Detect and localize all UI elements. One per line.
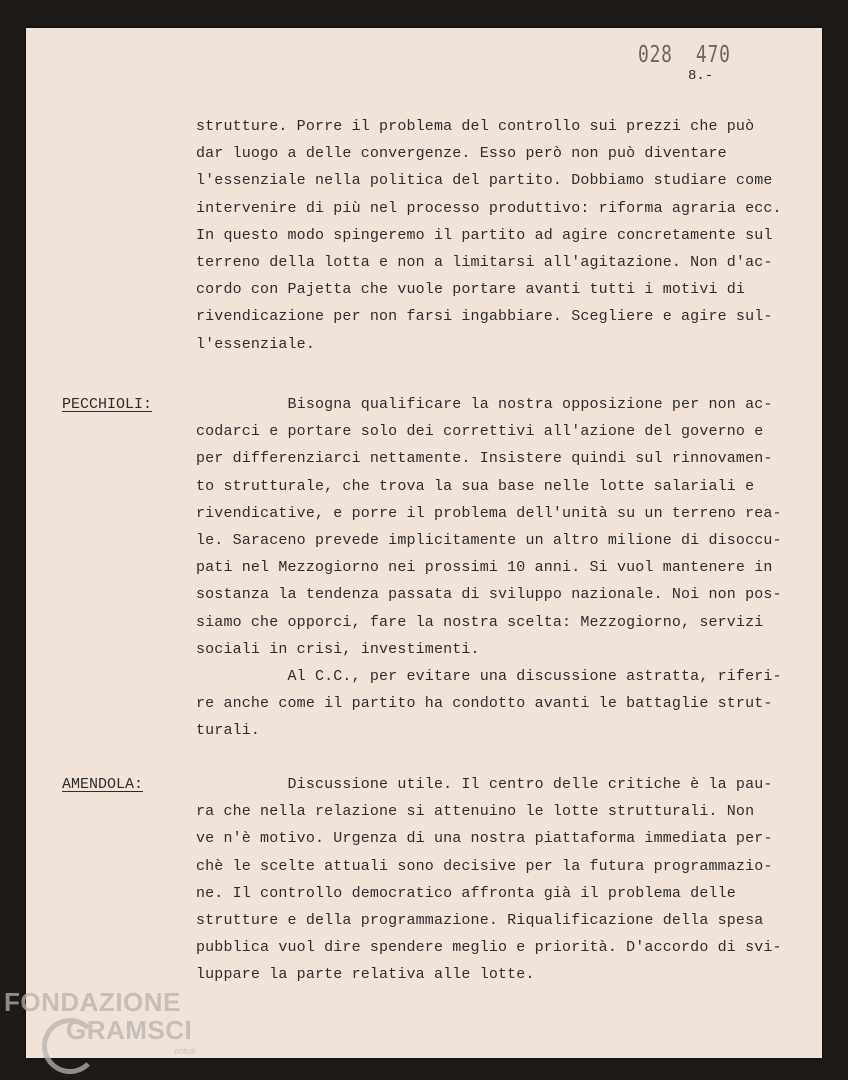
text-line: Discussione utile. Il centro delle critiche è la pau- xyxy=(196,776,773,793)
watermark-sub: onlus xyxy=(174,1046,196,1056)
text-line: dar luogo a delle convergenze. Esso però non può diventare xyxy=(196,145,727,163)
text-line: pubblica vuol dire spendere meglio e priorità. D'accordo di svi- xyxy=(196,939,782,957)
text-line: In questo modo spingeremo il partito ad agire concretamente sul xyxy=(196,226,773,244)
text-line: Bisogna qualificare la nostra opposizione per non ac- xyxy=(196,396,773,413)
text-line: luppare la parte relativa alle lotte. xyxy=(196,966,535,984)
archive-number: 028 470 xyxy=(638,42,731,68)
text-line: terreno della lotta e non a limitarsi all'agitazione. Non d'ac- xyxy=(196,254,773,271)
text-line: cordo con Pajetta che vuole portare avanti tutti i motivi di xyxy=(196,281,746,299)
text-line: strutture. Porre il problema del controllo sui prezzi che può xyxy=(196,118,755,135)
text-line: re anche come il partito ha condotto avanti le battaglie strut- xyxy=(196,695,773,713)
text-line: ra che nella relazione si attenuino le lotte strutturali. Non xyxy=(196,803,755,821)
text-line: ne. Il controllo democratico affronta già il problema delle xyxy=(196,884,736,902)
fondazione-gramsci-logo xyxy=(4,987,196,1056)
text-line: siamo che opporci, fare la nostra scelta: Mezzogiorno, servizi xyxy=(196,613,764,631)
text-line: turali. xyxy=(196,722,261,740)
watermark-line2: GRAMSCI xyxy=(66,1015,193,1045)
gramsci-g-mark xyxy=(42,1018,98,1074)
text-line: ve n'è motivo. Urgenza di una nostra piattaforma immediata per- xyxy=(196,830,773,848)
text-line: sociali in crisi, investimenti. xyxy=(196,640,480,658)
text-line: Al C.C., per evitare una discussione astratta, riferi- xyxy=(196,668,782,685)
text-line: pati nel Mezzogiorno nei prossimi 10 anni. Si vuol mantenere in xyxy=(196,559,773,577)
page-number: 8.- xyxy=(688,68,714,84)
text-line: codarci e portare solo dei correttivi all'azione del governo e xyxy=(196,423,764,441)
text-line: le. Saraceno prevede implicitamente un altro milione di disoccu- xyxy=(196,532,782,549)
text-line: rivendicative, e porre il problema dell'unità su un terreno rea- xyxy=(196,504,782,522)
text-line: l'essenziale nella politica del partito. Dobbiamo studiare come xyxy=(196,172,773,190)
speaker-amendola: AMENDOLA: xyxy=(62,776,144,793)
speaker-pecchioli: PECCHIOLI: xyxy=(62,396,153,413)
watermark-line1: FONDAZIONE xyxy=(4,987,181,1017)
text-line: sostanza la tendenza passata di sviluppo nazionale. Noi non pos- xyxy=(196,586,782,604)
text-line: rivendicazione per non farsi ingabbiare. Scegliere e agire sul- xyxy=(196,308,773,326)
text-line: chè le scelte attuali sono decisive per la futura programmazio- xyxy=(196,857,773,875)
text-line: intervenire di più nel processo produttivo: riforma agraria ecc. xyxy=(196,199,782,217)
text-line: strutture e della programmazione. Riqualificazione della spesa xyxy=(196,912,764,929)
text-line: l'essenziale. xyxy=(196,335,315,353)
text-line: per differenziarci nettamente. Insistere quindi sul rinnovamen- xyxy=(196,450,773,468)
text-line: to strutturale, che trova la sua base nelle lotte salariali e xyxy=(196,477,755,495)
